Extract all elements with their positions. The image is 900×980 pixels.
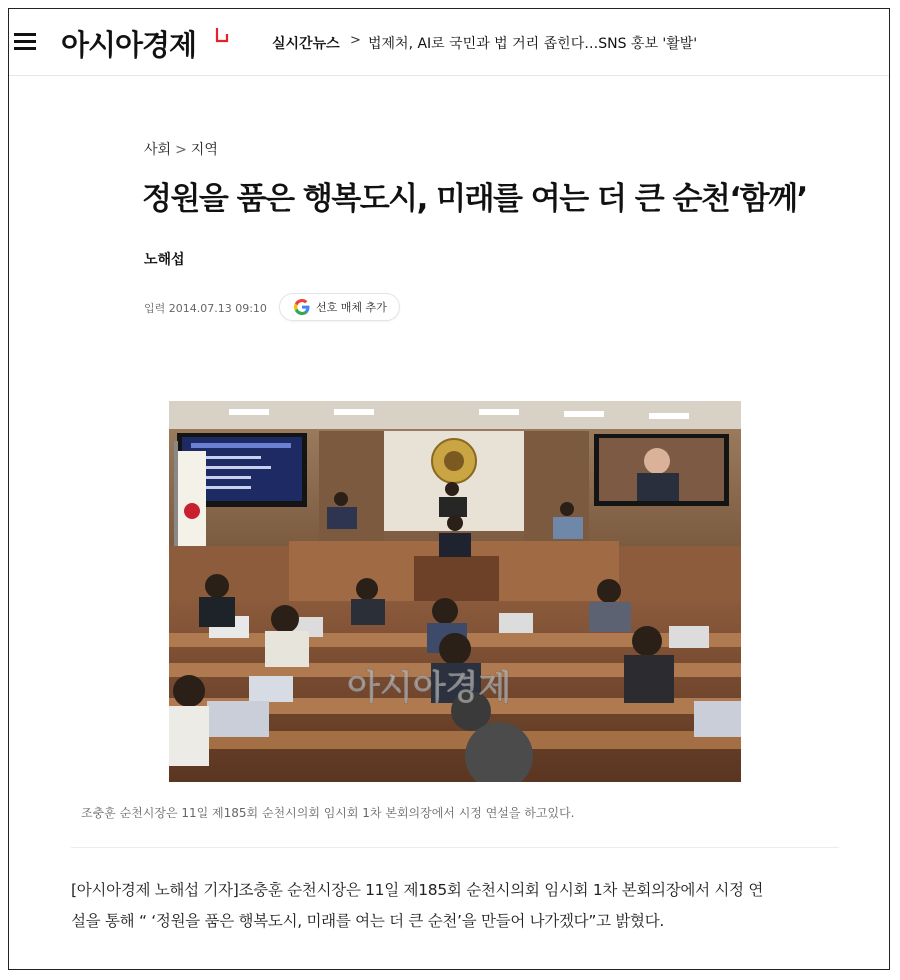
brand-mark-icon (215, 27, 229, 43)
chevron-right-icon: > (350, 33, 361, 48)
breadcrumb (144, 139, 218, 159)
caption-divider (71, 847, 839, 848)
breadcrumb-subsection[interactable]: 지역 (190, 142, 218, 158)
add-preferred-source-label: 선호 매체 추가 (316, 301, 387, 314)
article-author[interactable]: 노해섭 (144, 252, 185, 268)
article-photo (169, 401, 741, 782)
article-body (71, 875, 841, 937)
live-news-headline[interactable]: 법제처, AI로 국민과 법 거리 좁힌다…SNS 홍보 '활발' (368, 36, 698, 52)
photo-watermark: 아시아경제 (347, 668, 512, 708)
top-bar (9, 9, 889, 76)
site-logo[interactable]: 아시아경제 (61, 28, 197, 62)
menu-icon[interactable] (14, 33, 36, 51)
article-body-line-2: 설을 통해 “ ‘정원을 품은 행복도시, 미래를 여는 더 큰 순천’을 만들어 나가겠다”고 밝혔다. (71, 912, 665, 930)
live-news-label[interactable]: 실시간뉴스 (272, 36, 340, 52)
photo-caption: 조충훈 순천시장은 11일 제185회 순천시의회 임시회 1차 본회의장에서 시정 연설을 하고있다. (81, 806, 575, 820)
article-body-line-1: [아시아경제 노해섭 기자]조충훈 순천시장은 11일 제185회 순천시의회 임시회 1차 본회의장에서 시정 연 (71, 881, 764, 899)
breadcrumb-section[interactable]: 사회 (144, 142, 172, 158)
publish-date: 입력 2014.07.13 09:10 (144, 302, 267, 315)
google-icon (294, 299, 310, 315)
add-preferred-source-button[interactable] (279, 293, 400, 321)
breadcrumb-separator: > (175, 142, 187, 158)
article-headline: 정원을 품은 행복도시, 미래를 여는 더 큰 순천‘함께’ (142, 181, 807, 217)
page-frame (8, 8, 890, 970)
